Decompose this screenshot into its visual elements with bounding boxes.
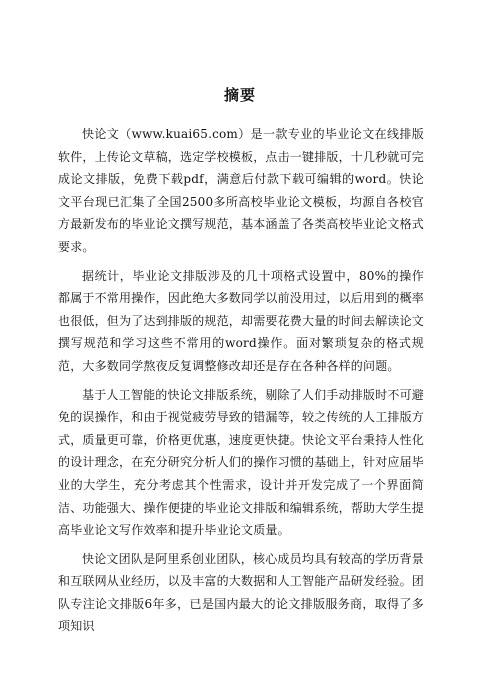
paragraph-statistics: 据统计，毕业论文排版涉及的几十项格式设置中，80%的操作都属于不常用操作，因此绝大多数同学以前没用过，以后用到的概率也很低，但为了达到排版的规范，却需要花费大量的时间去解读论文撰写规范和学习这些不常用的word操作。面对繁琐复杂的格式规范，大多数同学熬夜反复调整修改却还是存在各种各样的问题。 — [58, 268, 425, 373]
paragraph-intro: 快论文（www.kuai65.com）是一款专业的毕业论文在线排版软件，上传论文草稿，选定学校模板，点击一键排版，十几秒就可完成论文排版，免费下载pdf，满意后付款下载可编辑的word。快论文平台现已汇集了全国2500多所高校毕业论文模板，均源自各校官方最新发布的毕业论文撰写规范，基本涵盖了各类高校毕业论文格式要求。 — [58, 127, 425, 254]
paragraph-ai-system: 基于人工智能的快论文排版系统，剔除了人们手动排版时不可避免的误操作，和由于视觉疲劳导致的错漏等，较之传统的人工排版方式，质量更可靠，价格更优惠，速度更快捷。快论文平台秉持人性化的设计理念，在充分研究分析人们的操作习惯的基础上，针对应届毕业的大学生，充分考虑其个性需求，设计并开发完成了一个界面简洁、功能强大、操作便捷的毕业论文排版和编辑系统，帮助大学生提高毕业论文写作效率和提升毕业论文质量。 — [58, 387, 425, 538]
page-title: 摘要 — [223, 86, 256, 104]
abstract-body — [58, 123, 424, 644]
paragraph-team: 快论文团队是阿里系创业团队，核心成员均具有较高的学历背景和互联网从业经历，以及丰富的大数据和人工智能产品研发经验。团队专注论文排版6年多，已是国内最大的论文排版服务商，取得了多项知识 — [58, 551, 425, 634]
